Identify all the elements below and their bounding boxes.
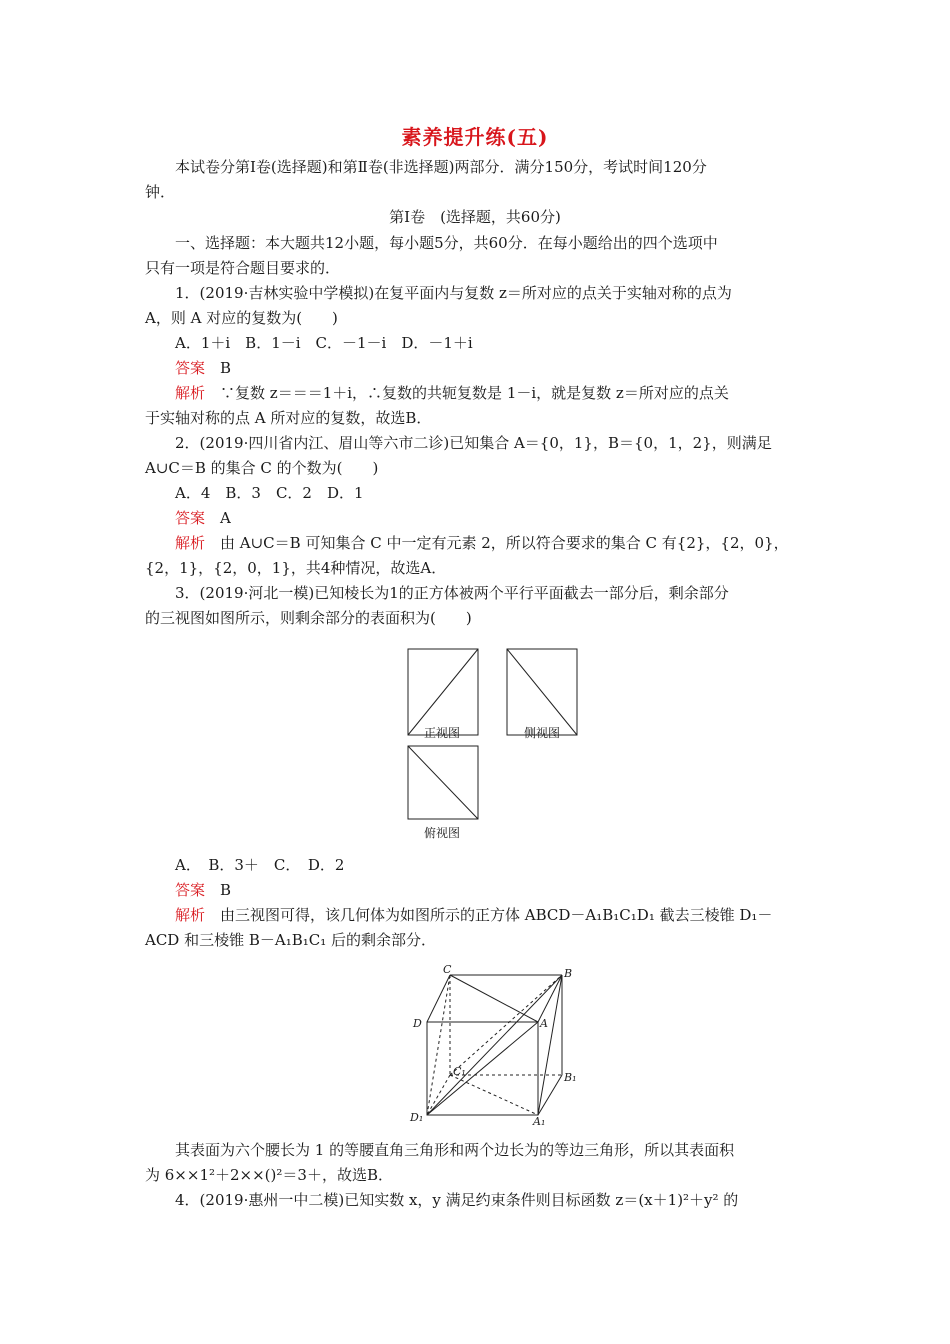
q2-analysis-line-2: {2，1}，{2，0，1}，共4种情况，故选A． xyxy=(145,559,447,577)
page-title: 素养提升练(五) xyxy=(401,125,549,149)
section1-line-1: 一、选择题：本大题共12小题，每小题5分，共60分．在每小题给出的四个选项中 xyxy=(175,234,718,252)
analysis-label: 解析 xyxy=(175,384,206,402)
q3-answer-row xyxy=(175,880,231,900)
q2-options: A．4 B．3 C．2 D．1 xyxy=(175,484,364,502)
front-view xyxy=(408,649,478,735)
cube-diag-D1A xyxy=(427,1022,538,1115)
part1-heading: 第Ⅰ卷 (选择题，共60分) xyxy=(389,208,561,226)
q3-conclusion-line-2: 为 6××1²＋2××()²＝3＋，故选B． xyxy=(145,1166,393,1184)
cube-label-A1: A₁ xyxy=(533,1115,546,1125)
q1-answer-row xyxy=(175,358,231,378)
q3-stem-line-1: 3．(2019·河北一模)已知棱长为1的正方体被两个平行平面截去一部分后，剩余部分 xyxy=(175,584,729,602)
cube-label-B: B xyxy=(564,967,573,980)
cube-label-C1: C₁ xyxy=(453,1065,466,1078)
q3-conclusion-line-1: 其表面为六个腰长为 1 的等腰直角三角形和两个边长为的等边三角形，所以其表面积 xyxy=(175,1141,735,1159)
q2-stem-line-1: 2．(2019·四川省内江、眉山等六市二诊)已知集合 A＝{0，1}，B＝{0，1，2}，则满足 xyxy=(175,434,772,452)
intro-line-2: 钟． xyxy=(145,183,176,201)
q1-options: A．1＋i B．1－i C．－1－i D．－1＋i xyxy=(175,334,473,352)
q1-stem-line-2: A，则 A 对应的复数为( ) xyxy=(145,309,338,327)
answer-label: 答案 xyxy=(175,359,206,377)
cube-label-B1: B₁ xyxy=(564,1071,577,1084)
intro-line-1: 本试卷分第Ⅰ卷(选择题)和第Ⅱ卷(非选择题)两部分．满分150分，考试时间120分 xyxy=(175,158,707,176)
cube-edge-DC xyxy=(427,975,450,1022)
q1-analysis-line-1 xyxy=(175,383,729,403)
section1-line-2: 只有一项是符合题目要求的． xyxy=(145,259,341,277)
answer-label: 答案 xyxy=(175,509,206,527)
q3-analysis-text-1: 由三视图可得，该几何体为如图所示的正方体 ABCD－A₁B₁C₁D₁ 截去三棱锥 D₁－ xyxy=(205,906,773,924)
cube-diag-C1A1 xyxy=(450,1075,538,1115)
cube-label-D1: D₁ xyxy=(410,1111,424,1124)
q2-answer-row xyxy=(175,508,231,528)
q1-analysis-text-1: ∵复数 z＝＝＝1＋i，∴复数的共轭复数是 1－i，就是复数 z＝所对应的点关 xyxy=(220,384,729,402)
q2-answer: A xyxy=(220,509,231,527)
q3-options: A． B．3＋ C． D．2 xyxy=(175,856,345,874)
analysis-label: 解析 xyxy=(175,534,206,552)
q2-analysis-text-1: 由 A∪C＝B 可知集合 C 中一定有元素 2，所以符合要求的集合 C 有{2}，{2，0}， xyxy=(205,534,789,552)
q3-stem-line-2: 的三视图如图所示，则剩余部分的表面积为( ) xyxy=(145,609,472,627)
q4-stem-line-1: 4．(2019·惠州一中二模)已知实数 x，y 满足约束条件则目标函数 z＝(x＋1)²＋y² 的 xyxy=(175,1191,739,1209)
cube-label-A: A xyxy=(540,1017,548,1030)
cube-label-C: C xyxy=(443,965,452,976)
side-view xyxy=(507,649,577,735)
top-view xyxy=(408,746,478,819)
q1-analysis-line-2: 于实轴对称的点 A 所对应的复数，故选B． xyxy=(145,409,432,427)
q1-answer: B xyxy=(220,359,232,377)
answer-label: 答案 xyxy=(175,881,206,899)
q3-answer: B xyxy=(220,881,232,899)
q3-analysis-line-2: ACD 和三棱锥 B－A₁B₁C₁ 后的剩余部分． xyxy=(145,931,437,949)
q1-stem-line-1: 1．(2019·吉林实验中学模拟)在复平面内与复数 z＝所对应的点关于实轴对称的点为 xyxy=(175,284,732,302)
q2-analysis-line-1 xyxy=(175,533,789,553)
side-view-caption: 侧视图 xyxy=(524,726,561,740)
front-view-caption: 正视图 xyxy=(424,726,461,740)
q2-stem-line-2: A∪C＝B 的集合 C 的个数为( ) xyxy=(145,459,379,477)
cube-label-D: D xyxy=(413,1017,422,1030)
top-view-caption: 俯视图 xyxy=(424,826,461,840)
cube-diag-D1C xyxy=(427,975,450,1115)
three-views-figure xyxy=(400,645,615,845)
q3-analysis-line-1 xyxy=(175,905,772,925)
cube-diag-CA xyxy=(450,975,538,1022)
analysis-label: 解析 xyxy=(175,906,206,924)
cube-figure xyxy=(405,965,585,1125)
